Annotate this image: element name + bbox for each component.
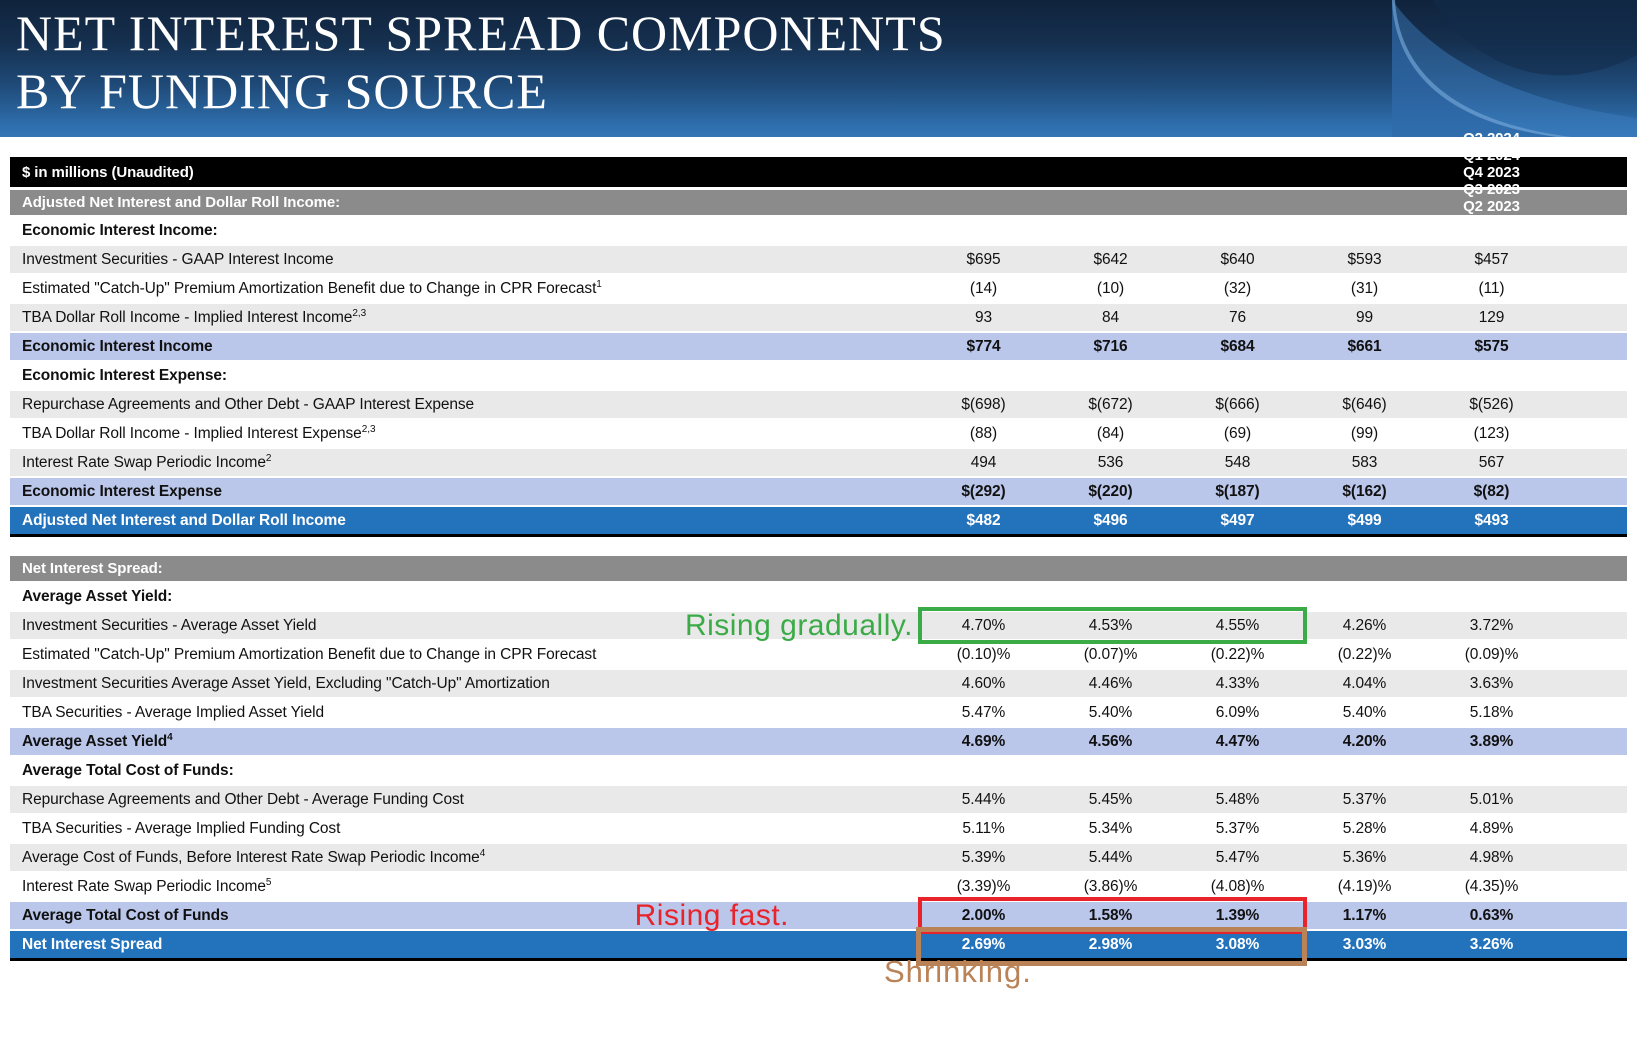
cell-value: 4.70% — [961, 616, 1006, 634]
cell-value: 5.40% — [1342, 703, 1387, 721]
row-label: Repurchase Agreements and Other Debt - Average Funding Cost — [22, 790, 464, 808]
cell-value: 3.63% — [1469, 674, 1514, 692]
row-label: Average Cost of Funds, Before Interest Rate Swap Periodic Income$^4$ — [22, 847, 486, 867]
cell-value: 5.44% — [1088, 848, 1133, 866]
row-label: Net Interest Spread — [22, 935, 163, 953]
cell-value: 4.33% — [1215, 674, 1260, 692]
footnote-marker: 2,3 — [352, 307, 367, 319]
annotation-rising-fast: Rising fast. — [634, 898, 789, 932]
cell-value: 3.08% — [1215, 935, 1260, 953]
table-row — [10, 699, 1627, 726]
cell-value: 567 — [1478, 453, 1505, 471]
cell-value: (4.08)% — [1210, 877, 1265, 895]
cell-value: $(698) — [961, 395, 1006, 413]
cell-value: $774 — [966, 337, 1001, 355]
cell-value: $457 — [1474, 250, 1509, 268]
row-label: Estimated "Catch-Up" Premium Amortization Benefit due to Change in CPR Forecast — [22, 645, 597, 663]
table-row — [10, 391, 1627, 418]
cell-value: 5.34% — [1088, 819, 1133, 837]
row-label: Economic Interest Income: — [22, 221, 218, 239]
table-row — [10, 449, 1627, 476]
footnote-marker: 4 — [167, 731, 173, 743]
table-row — [10, 333, 1627, 360]
cell-value: 583 — [1351, 453, 1378, 471]
cell-value: 5.28% — [1342, 819, 1387, 837]
cell-value: (69) — [1223, 424, 1252, 442]
table-row — [10, 420, 1627, 447]
cell-value: 4.46% — [1088, 674, 1133, 692]
cell-value: (0.22)% — [1337, 645, 1392, 663]
cell-value: 93 — [974, 308, 993, 326]
cell-value: 3.89% — [1469, 732, 1514, 750]
cell-value: $(672) — [1088, 395, 1133, 413]
data-table — [10, 129, 1627, 961]
row-label: Estimated "Catch-Up" Premium Amortization Benefit due to Change in CPR Forecast$^1$ — [22, 278, 602, 298]
cell-value: $(82) — [1473, 482, 1510, 500]
cell-value: 536 — [1097, 453, 1124, 471]
cell-value: $482 — [966, 511, 1001, 529]
cell-value: 4.69% — [961, 732, 1006, 750]
table-row — [10, 844, 1627, 871]
cell-value: 494 — [970, 453, 997, 471]
row-label: Average Asset Yield: — [22, 587, 173, 605]
cell-value: 4.53% — [1088, 616, 1133, 634]
cell-value: (14) — [969, 279, 998, 297]
row-label: TBA Dollar Roll Income - Implied Interest Income$^{2,3}$ — [22, 307, 367, 327]
cell-value: $684 — [1220, 337, 1255, 355]
cell-value: 5.47% — [1215, 848, 1260, 866]
footnote-marker: 5 — [265, 876, 272, 888]
cell-value: 5.44% — [961, 790, 1006, 808]
cell-value: (32) — [1223, 279, 1252, 297]
cell-value: 5.45% — [1088, 790, 1133, 808]
cell-value: 1.17% — [1342, 906, 1387, 924]
cell-value: $499 — [1347, 511, 1382, 529]
cell-value: (99) — [1350, 424, 1379, 442]
cell-value: (84) — [1096, 424, 1125, 442]
row-label: Investment Securities - GAAP Interest Income — [22, 250, 334, 268]
cell-value: $497 — [1220, 511, 1255, 529]
section-header: Net Interest Spread: — [10, 556, 1627, 581]
cell-value: $493 — [1474, 511, 1509, 529]
cell-value: 99 — [1355, 308, 1374, 326]
cell-value: $695 — [966, 250, 1001, 268]
cell-value: $(526) — [1469, 395, 1514, 413]
footnote-marker: 2 — [265, 452, 272, 464]
cell-value: $661 — [1347, 337, 1382, 355]
cell-value: 5.39% — [961, 848, 1006, 866]
table-row — [10, 362, 1627, 389]
row-label: TBA Dollar Roll Income - Implied Interest Expense$^{2,3}$ — [22, 423, 376, 443]
cell-value: $(666) — [1215, 395, 1260, 413]
table-row — [10, 608, 1627, 642]
cell-value: (88) — [969, 424, 998, 442]
table-row — [10, 670, 1627, 697]
cell-value: (10) — [1096, 279, 1125, 297]
cell-value: $(220) — [1088, 482, 1133, 500]
cell-value: $642 — [1093, 250, 1128, 268]
cell-value: 6.09% — [1215, 703, 1260, 721]
column-header: Q4 2023 — [1463, 163, 1520, 181]
table-row — [10, 641, 1627, 668]
row-label: TBA Securities - Average Implied Asset Yield — [22, 703, 325, 721]
table-row — [10, 898, 1627, 932]
cell-value: 5.37% — [1342, 790, 1387, 808]
cell-value: 5.40% — [1088, 703, 1133, 721]
table-row — [10, 217, 1627, 244]
cell-value: $(292) — [961, 482, 1006, 500]
cell-value: 4.56% — [1088, 732, 1133, 750]
cell-value: 5.47% — [961, 703, 1006, 721]
cell-value: 3.03% — [1342, 935, 1387, 953]
cell-value: (4.19)% — [1337, 877, 1392, 895]
cell-value: (123) — [1473, 424, 1510, 442]
cell-value: 84 — [1101, 308, 1120, 326]
row-label: Average Asset Yield$^4$ — [22, 731, 173, 751]
cell-value: 1.39% — [1215, 906, 1260, 924]
cell-value: 5.36% — [1342, 848, 1387, 866]
brand-swoosh-graphic — [1337, 0, 1637, 137]
row-label: Average Total Cost of Funds — [22, 906, 229, 924]
cell-value: (11) — [1478, 279, 1505, 297]
table-row — [10, 873, 1627, 900]
page-title-line1: NET INTEREST SPREAD COMPONENTS — [16, 5, 946, 61]
table-row — [10, 246, 1627, 273]
row-label: TBA Securities - Average Implied Funding Cost — [22, 819, 341, 837]
cell-value: (4.35)% — [1464, 877, 1519, 895]
annotation-rising-gradually: Rising gradually. — [684, 608, 913, 642]
table-row — [10, 728, 1627, 755]
row-label: Economic Interest Expense: — [22, 366, 227, 384]
table-row — [10, 931, 1627, 961]
cell-value: 548 — [1224, 453, 1251, 471]
page-title — [16, 4, 946, 120]
column-header: Q1 2024 — [1463, 146, 1520, 164]
footnote-marker: 4 — [479, 847, 486, 859]
unit-label: $ in millions (Unaudited) — [22, 163, 194, 181]
cell-value: (3.39)% — [956, 877, 1011, 895]
cell-value: 4.26% — [1342, 616, 1387, 634]
cell-value: 5.18% — [1469, 703, 1514, 721]
column-header: Q2 2024 — [1463, 129, 1520, 147]
cell-value: 2.00% — [961, 906, 1006, 924]
cell-value: 5.37% — [1215, 819, 1260, 837]
cell-value: 2.98% — [1088, 935, 1133, 953]
table-row — [10, 478, 1627, 505]
page-title-line2: BY FUNDING SOURCE — [16, 63, 548, 119]
cell-value: 4.98% — [1469, 848, 1514, 866]
row-label: Economic Interest Expense — [22, 482, 222, 500]
cell-value: $640 — [1220, 250, 1255, 268]
cell-value: (0.07)% — [1083, 645, 1138, 663]
footnote-marker: 2,3 — [361, 423, 376, 435]
column-header: Q3 2023 — [1463, 180, 1520, 198]
cell-value: 4.60% — [961, 674, 1006, 692]
cell-value: $575 — [1474, 337, 1509, 355]
cell-value: 76 — [1228, 308, 1247, 326]
cell-value: 5.01% — [1469, 790, 1514, 808]
row-label: Average Total Cost of Funds: — [22, 761, 234, 779]
cell-value: 0.63% — [1469, 906, 1514, 924]
cell-value: 4.47% — [1215, 732, 1260, 750]
cell-value: $496 — [1093, 511, 1128, 529]
table-row — [10, 815, 1627, 842]
table-row — [10, 786, 1627, 813]
cell-value: 2.69% — [961, 935, 1006, 953]
cell-value: 5.48% — [1215, 790, 1260, 808]
row-label: Interest Rate Swap Periodic Income$^5$ — [22, 876, 272, 896]
cell-value: $(646) — [1342, 395, 1387, 413]
row-label: Economic Interest Income — [22, 337, 213, 355]
footnote-marker: 1 — [596, 278, 602, 290]
row-label: Investment Securities Average Asset Yield, Excluding "Catch-Up" Amortization — [22, 674, 550, 692]
table-row — [10, 304, 1627, 331]
row-label: Investment Securities - Average Asset Yield — [22, 616, 317, 634]
annotation-shrinking: Shrinking. — [884, 954, 1032, 989]
cell-value: $(162) — [1342, 482, 1387, 500]
section-gap — [10, 537, 1627, 553]
slide-header — [0, 0, 1637, 137]
table-row — [10, 583, 1627, 610]
cell-value: 1.58% — [1088, 906, 1133, 924]
cell-value: 4.20% — [1342, 732, 1387, 750]
cell-value: $(187) — [1215, 482, 1260, 500]
row-label: Repurchase Agreements and Other Debt - GAAP Interest Expense — [22, 395, 475, 413]
cell-value: (0.09)% — [1464, 645, 1519, 663]
cell-value: 5.11% — [962, 819, 1005, 837]
row-label: Adjusted Net Interest and Dollar Roll Income — [22, 511, 346, 529]
cell-value: 4.89% — [1469, 819, 1514, 837]
table-row — [10, 507, 1627, 537]
row-label: Interest Rate Swap Periodic Income$^2$ — [22, 452, 272, 472]
cell-value: 3.72% — [1469, 616, 1514, 634]
cell-value: 3.26% — [1469, 935, 1514, 953]
cell-value: 4.04% — [1342, 674, 1387, 692]
cell-value: (3.86)% — [1083, 877, 1138, 895]
cell-value: (0.22)% — [1210, 645, 1265, 663]
section-header: Adjusted Net Interest and Dollar Roll Income: — [10, 190, 1627, 215]
cell-value: $716 — [1093, 337, 1128, 355]
cell-value: 4.55% — [1215, 616, 1260, 634]
cell-value: (0.10)% — [956, 645, 1011, 663]
cell-value: 129 — [1478, 308, 1505, 326]
cell-value: $593 — [1347, 250, 1382, 268]
column-header: Q2 2023 — [1463, 197, 1520, 215]
table-row — [10, 275, 1627, 302]
table-row — [10, 757, 1627, 784]
cell-value: (31) — [1350, 279, 1379, 297]
